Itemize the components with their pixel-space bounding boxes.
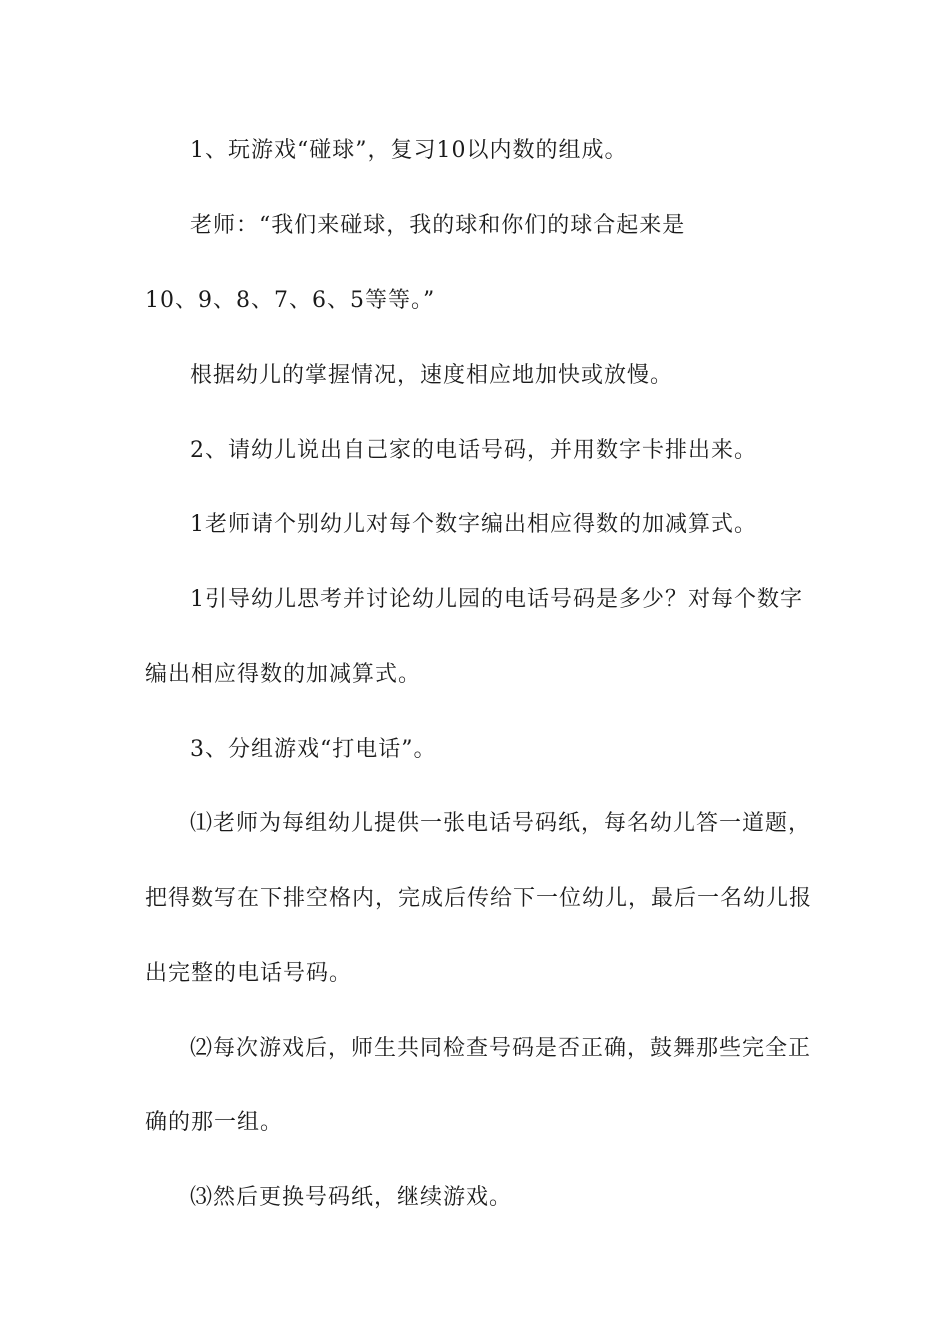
text-line-14: 确的那一组。 (145, 1110, 284, 1135)
text-line-13: ⑵每次游戏后，师生共同检查号码是否正确，鼓舞那些完全正 (190, 1036, 812, 1061)
text-line-11: 把得数写在下排空格内，完成后传给下一位幼儿，最后一名幼儿报 (145, 886, 813, 911)
text-line-5: 2、请幼儿说出自己家的电话号码，并用数字卡排出来。 (190, 438, 757, 463)
text-line-1: 1、玩游戏“碰球”，复习10以内数的组成。 (190, 138, 628, 163)
text-line-4: 根据幼儿的掌握情况，速度相应地加快或放慢。 (190, 363, 674, 388)
text-line-8: 编出相应得数的加减算式。 (145, 662, 422, 687)
text-line-15: ⑶然后更换号码纸，继续游戏。 (190, 1185, 513, 1210)
text-line-9: 3、分组游戏“打电话”。 (190, 737, 437, 762)
text-line-2: 老师：“我们来碰球，我的球和你们的球合起来是 (190, 213, 686, 238)
text-line-6: 1老师请个别幼儿对每个数字编出相应得数的加减算式。 (190, 512, 757, 537)
text-line-12: 出完整的电话号码。 (145, 961, 353, 986)
text-line-7: 1引导幼儿思考并讨论幼儿园的电话号码是多少？对每个数字 (190, 587, 803, 612)
text-line-10: ⑴老师为每组幼儿提供一张电话号码纸，每名幼儿答一道题， (190, 811, 812, 836)
text-line-3: 10、9、8、7、6、5等等。” (145, 288, 436, 313)
